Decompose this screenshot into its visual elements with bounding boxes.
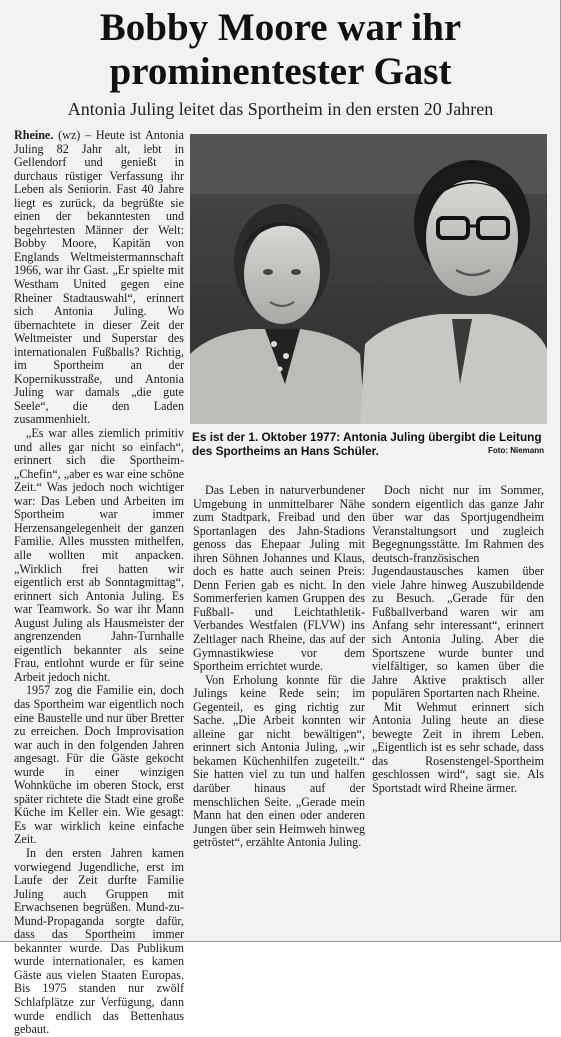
text-column-1 [14, 129, 184, 1037]
paragraph: Das Leben in naturverbundener Umgebung in unmittelbarer Nähe zum Stadtpark, Freibad und den Sportanlagen des Jahn-Stadions genoss das Ehepaar Juling mit ihren Söhnen Johannes und Klaus, doch es hatte auch seinen Preis: Denn Ferien gab es nicht. In den Sommerferien kamen Gruppen des Fußball- und Leichtathletik-Verbandes Westfalen (FLVW) ins Zeltlager nach Rheine, das auf der Gymnastikwiese vor dem Sportheim errichtet wurde. [193, 483, 365, 674]
agency-tag: (wz) [58, 128, 81, 142]
photo-illustration [190, 134, 547, 424]
headline [0, 6, 561, 94]
subheadline: Antonia Juling leitet das Sportheim in den ersten 20 Jahren [67, 99, 494, 119]
text-column-2 [193, 484, 365, 850]
paragraph: „Es war alles ziemlich primitiv und alles gar nicht so einfach“, erinnert sich die Sportheim-„Chefin“, „aber es war eine schöne Zeit.“ Was jedoch noch wichtiger war: Das Leben und Arbeiten im Sportheim war immer Herzensangelegenheit der ganzen Familie. Alles mussten mithelfen, alle wollten mit anpacken. „Wirklich frei hatten wir eigentlich erst ab Sonntagmittag“, erinnert sich Antonia Juling. Es war Teamwork. So war ihr Mann August Juling als Hausmeister der angrenzenden Jahn-Turnhalle eigentlich bekannter als seine Frau, entlohnt wurde er für seine Arbeit jedoch nicht. [14, 426, 184, 684]
paragraph: Doch nicht nur im Sommer, sondern eigentlich das ganze Jahr über war das Sportjugendheim Veranstaltungsort und zugleich Begegnungsstätte. Im Rahmen des deutsch-französischen Jugendaustausches kamen über viele Jahre hinweg Auszubildende zu Besuch. „Gerade für den Fußballverband waren wir am Anfang sehr interessant“, erinnert sich Antonia Juling. Aber die Sportszene wurde bunter und vielfältiger, so kamen über die Jahre Aktive praktisch aller populären Sportarten nach Rheine. [372, 483, 544, 701]
paragraph: 1957 zog die Familie ein, doch das Sportheim war eigentlich noch eine Baustelle und nur über Bretter zu erreichen. Doch Improvisation war auch in den folgenden Jahren angesagt. Für die Gäste gekocht wurde in einer winzigen Wohnküche im oberen Stock, erst später richtete die Stadt eine große Küche im Keller ein. Wie gesagt: Es war wirklich keine einfache Zeit. [14, 683, 184, 847]
text-column-3 [372, 484, 544, 796]
photo-credit: Foto: Niemann [488, 446, 544, 455]
paragraph: In den ersten Jahren kamen vorwiegend Jugendliche, erst im Laufe der Zeit durfte Familie Juling auch Gruppen mit Erwachsenen begrüßen. Mund-zu-Mund-Propaganda sorgte dafür, dass das Sportheim immer bekannter wurde. Das Publikum wurde internationaler, es kamen Gäste aus vielen Staaten Europas. Bis 1975 standen nur zwölf Schlafplätze zur Verfügung, dann wurde endlich das Bettenhaus gebaut. [14, 845, 184, 1037]
paragraph-lead [14, 129, 184, 427]
caption-text: Es ist der 1. Oktober 1977: Antonia Juling übergibt die Leitung des Sportheims an Hans Schüler. [192, 430, 542, 458]
photo-caption [192, 430, 544, 458]
paragraph: Mit Wehmut erinnert sich Antonia Juling heute an diese bewegte Zeit in ihrem Leben. „Eigentlich ist es sehr schade, dass das Rosenstengel-Sportheim geschlossen wird“, sagt sie. Als Sportstadt wird Rheine ärmer. [372, 699, 544, 796]
headline-line-2: prominentester Gast [109, 50, 452, 93]
article-photo [190, 134, 547, 424]
headline-line-1: Bobby Moore war ihr [99, 6, 462, 49]
dateline: Rheine. [14, 128, 54, 142]
paragraph: Von Erholung konnte für die Julings keine Rede sein; im Gegenteil, es ging richtig zur Sache. „Die Arbeit konnten wir alleine gar nicht bewältigen“, erinnert sich Antonia Juling, „wir bekamen Küchenhilfen zugeteilt.“ Sie hatten viel zu tun und halfen darüber hinaus auf der menschlichen Seite. „Gerade mein Mann hat den einen oder anderen Jungen über sein Heimweh hinweg getröstet“, erzählte Antonia Juling. [193, 672, 365, 850]
paragraph-text: – Heute ist Antonia Juling 82 Jahr alt, lebt in Gellendorf und genießt in durchaus rüstiger Verfassung ihr Leben als Seniorin. Fast 40 Jahre liegt es zurück, da begrüßte sie einen der bekanntesten und begehrtesten Männer der Welt: Bobby Moore, Kapitän von Englands Weltmeistermannschaft 1966, war ihr Gast. „Er spielte mit Westham United gegen eine Rheiner Stadtauswahl“, erinnert sich Antonia Juling. Wo übernachtete in dieser Zeit der Weltmeister und Superstar des internationalen Fußballs? Richtig, im Sportheim an der Kopernikusstraße, und Antonia Juling war damals „die gute Seele“, die den Laden zusammenhielt. [14, 128, 184, 427]
